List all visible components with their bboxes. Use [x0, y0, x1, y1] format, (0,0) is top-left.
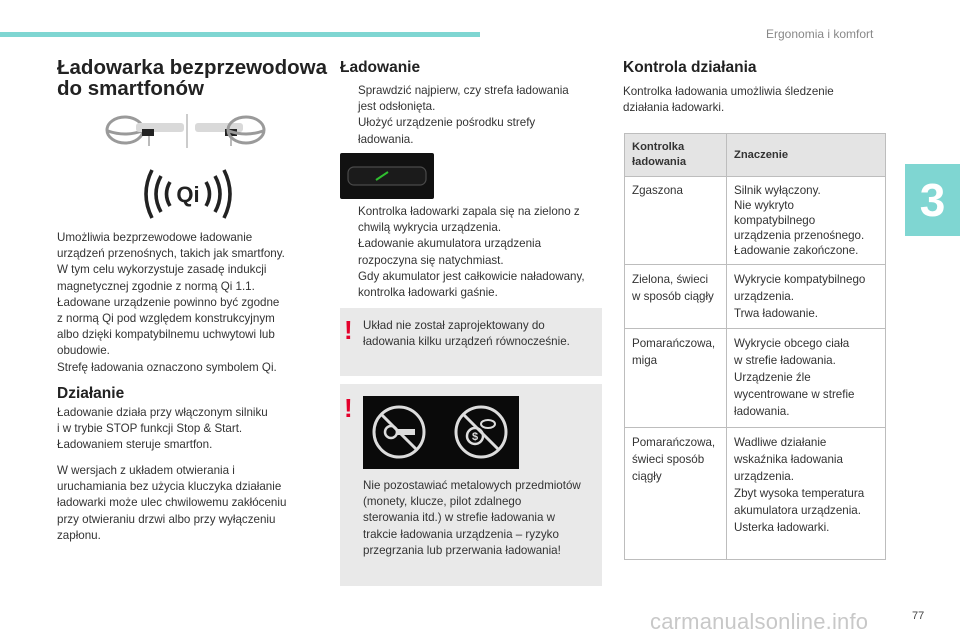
svg-text:Qi: Qi [176, 182, 200, 207]
no-metal-objects-illustration [363, 396, 519, 469]
charging-pad-image [340, 153, 434, 199]
table-cell: Wykrycie kompatybilnego urządzenia. Trwa ładowanie. [727, 265, 886, 329]
control-intro: Kontrolka ładowania umożliwia śledzenie działania ładowarki. [623, 85, 834, 115]
table-row [625, 177, 886, 265]
section-header: Ergonomia i komfort [766, 27, 874, 41]
charging-steps-list [340, 83, 602, 148]
watermark: carmanualsonline.info [650, 609, 869, 634]
section-title-kontrola: Kontrola działania [623, 59, 757, 76]
section-title-dzialanie: Działanie [57, 385, 125, 402]
operation-paragraph: Ładowanie działa przy włączonym silniku i w trybie STOP funkcji Stop & Start. Ładowaniem steruje smartfon. [57, 406, 268, 452]
table-row [625, 329, 886, 428]
page-number: 77 [912, 610, 925, 622]
table-cell: Wykrycie obcego ciała w strefie ładowania. Urządzenie źle wycentrowane w strefie ładowania. [727, 329, 886, 428]
car-steering-illustration [98, 112, 268, 152]
table-cell: Zielona, świeci w sposób ciągły [625, 265, 727, 329]
column-header: Kontrolka ładowania [625, 134, 727, 177]
table-row [625, 265, 886, 329]
table-header-row [625, 134, 886, 177]
table-cell: Wadliwe działanie wskaźnika ładowania urządzenia. Zbyt wysoka temperatura akumulatora urządzenia. Usterka ładowarki. [727, 428, 886, 560]
table-cell: Silnik wyłączony. Nie wykryto kompatybilnego urządzenia przenośnego. Ładowanie zakończone. [727, 177, 886, 265]
charging-indicator-list [340, 204, 602, 301]
page-title: Ładowarka bezprzewodowa do smartfonów [57, 56, 327, 100]
intro-paragraph: Umożliwia bezprzewodowe ładowanie urządzeń przenośnych, takich jak smartfony. W tym celu wykorzystuje zasadę indukcji magnetycznej zgodnie z normą Qi 1.1. Ładowane urządzenie powinno być zgodne z normą Qi pod względem konstrukcyjnym albo dzięki kompatybilnemu uchwytowi lub obudowie. Strefę ładowania oznaczono symbolem Qi. [57, 231, 285, 374]
warning-icon: ! [344, 393, 353, 423]
qi-wireless-icon [138, 164, 238, 224]
column-header: Znaczenie [727, 134, 886, 177]
keyless-paragraph: W wersjach z układem otwierania i uruchamiania bez użycia kluczyka działanie ładowarki może ulec chwilowemu zakłóceniu przy otwieraniu drzwi albo przy wyłączeniu zapłonu. [57, 464, 287, 542]
table-cell: Pomarańczowa, miga [625, 329, 727, 428]
warning-icon: ! [344, 315, 353, 345]
warning-text-metal-objects: Nie pozostawiać metalowych przedmiotów (monety, klucze, pilot zdalnego sterowania itd.) w strefie ładowania w trakcie ładowania urządzenia – ryzyko przegrzania lub przerwania ładowania! [363, 479, 581, 557]
list-item: Sprawdzić najpierw, czy strefa ładowania jest odsłonięta. [358, 84, 569, 114]
list-item: Ładowanie akumulatora urządzenia rozpoczyna się natychmiast. [358, 237, 542, 267]
table-row [625, 428, 886, 560]
list-item: Gdy akumulator jest całkowicie naładowany, kontrolka ładowarki gaśnie. [358, 269, 585, 300]
indicator-table [624, 133, 886, 560]
svg-text:$: $ [471, 431, 479, 443]
list-item: Kontrolka ładowarki zapala się na zielono z chwilą wykrycia urządzenia. [358, 205, 580, 235]
chapter-tab: 3 [905, 164, 960, 236]
warning-text-multiple-devices: Układ nie został zaprojektowany do ładowania kilku urządzeń równocześnie. [363, 319, 570, 349]
section-title-ladowanie: Ładowanie [340, 59, 421, 76]
top-accent-bar [0, 32, 480, 37]
table-cell: Zgaszona [625, 177, 727, 265]
list-item: Ułożyć urządzenie pośrodku strefy ładowania. [358, 116, 536, 146]
table-cell: Pomarańczowa, świeci sposób ciągły [625, 428, 727, 560]
